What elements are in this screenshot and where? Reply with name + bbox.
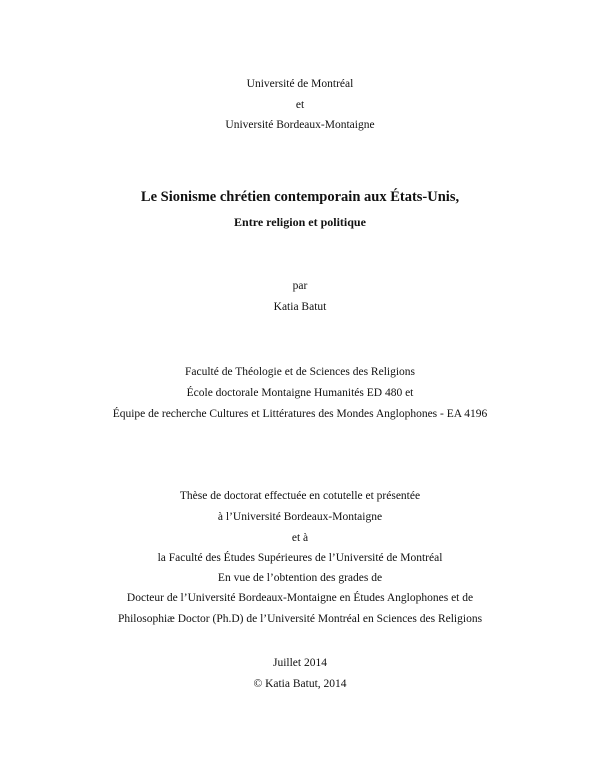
description-line-7: Philosophiæ Doctor (Ph.D) de l’Université Montréal en Sciences des Religions (117, 613, 483, 625)
affiliation-faculty: Faculté de Théologie et de Sciences des Religions (184, 366, 416, 378)
author-name: Katia Batut (273, 301, 327, 313)
description-line-6: Docteur de l’Université Bordeaux-Montaigne en Études Anglophones et de (126, 592, 474, 604)
thesis-subtitle: Entre religion et politique (234, 215, 366, 229)
university-montreal: Université de Montréal (246, 78, 354, 90)
thesis-date: Juillet 2014 (273, 657, 327, 669)
university-bordeaux: Université Bordeaux-Montaigne (225, 119, 375, 131)
description-line-4: la Faculté des Études Supérieures de l’Université de Montréal (157, 552, 443, 564)
copyright-notice: © Katia Batut, 2014 (253, 678, 347, 690)
description-line-1: Thèse de doctorat effectuée en cotutelle et présentée (179, 490, 421, 502)
header-conjunction: et (295, 99, 305, 111)
affiliation-research-team: Équipe de recherche Cultures et Littératures des Mondes Anglophones - EA 4196 (112, 408, 488, 420)
author-by: par (292, 280, 308, 292)
description-line-3: et à (291, 532, 309, 544)
description-line-2: à l’Université Bordeaux-Montaigne (217, 511, 383, 523)
affiliation-doctoral-school: École doctorale Montaigne Humanités ED 480 et (186, 387, 414, 399)
description-line-5: En vue de l’obtention des grades de (217, 572, 383, 584)
thesis-title: Le Sionisme chrétien contemporain aux États-Unis, (140, 189, 460, 205)
